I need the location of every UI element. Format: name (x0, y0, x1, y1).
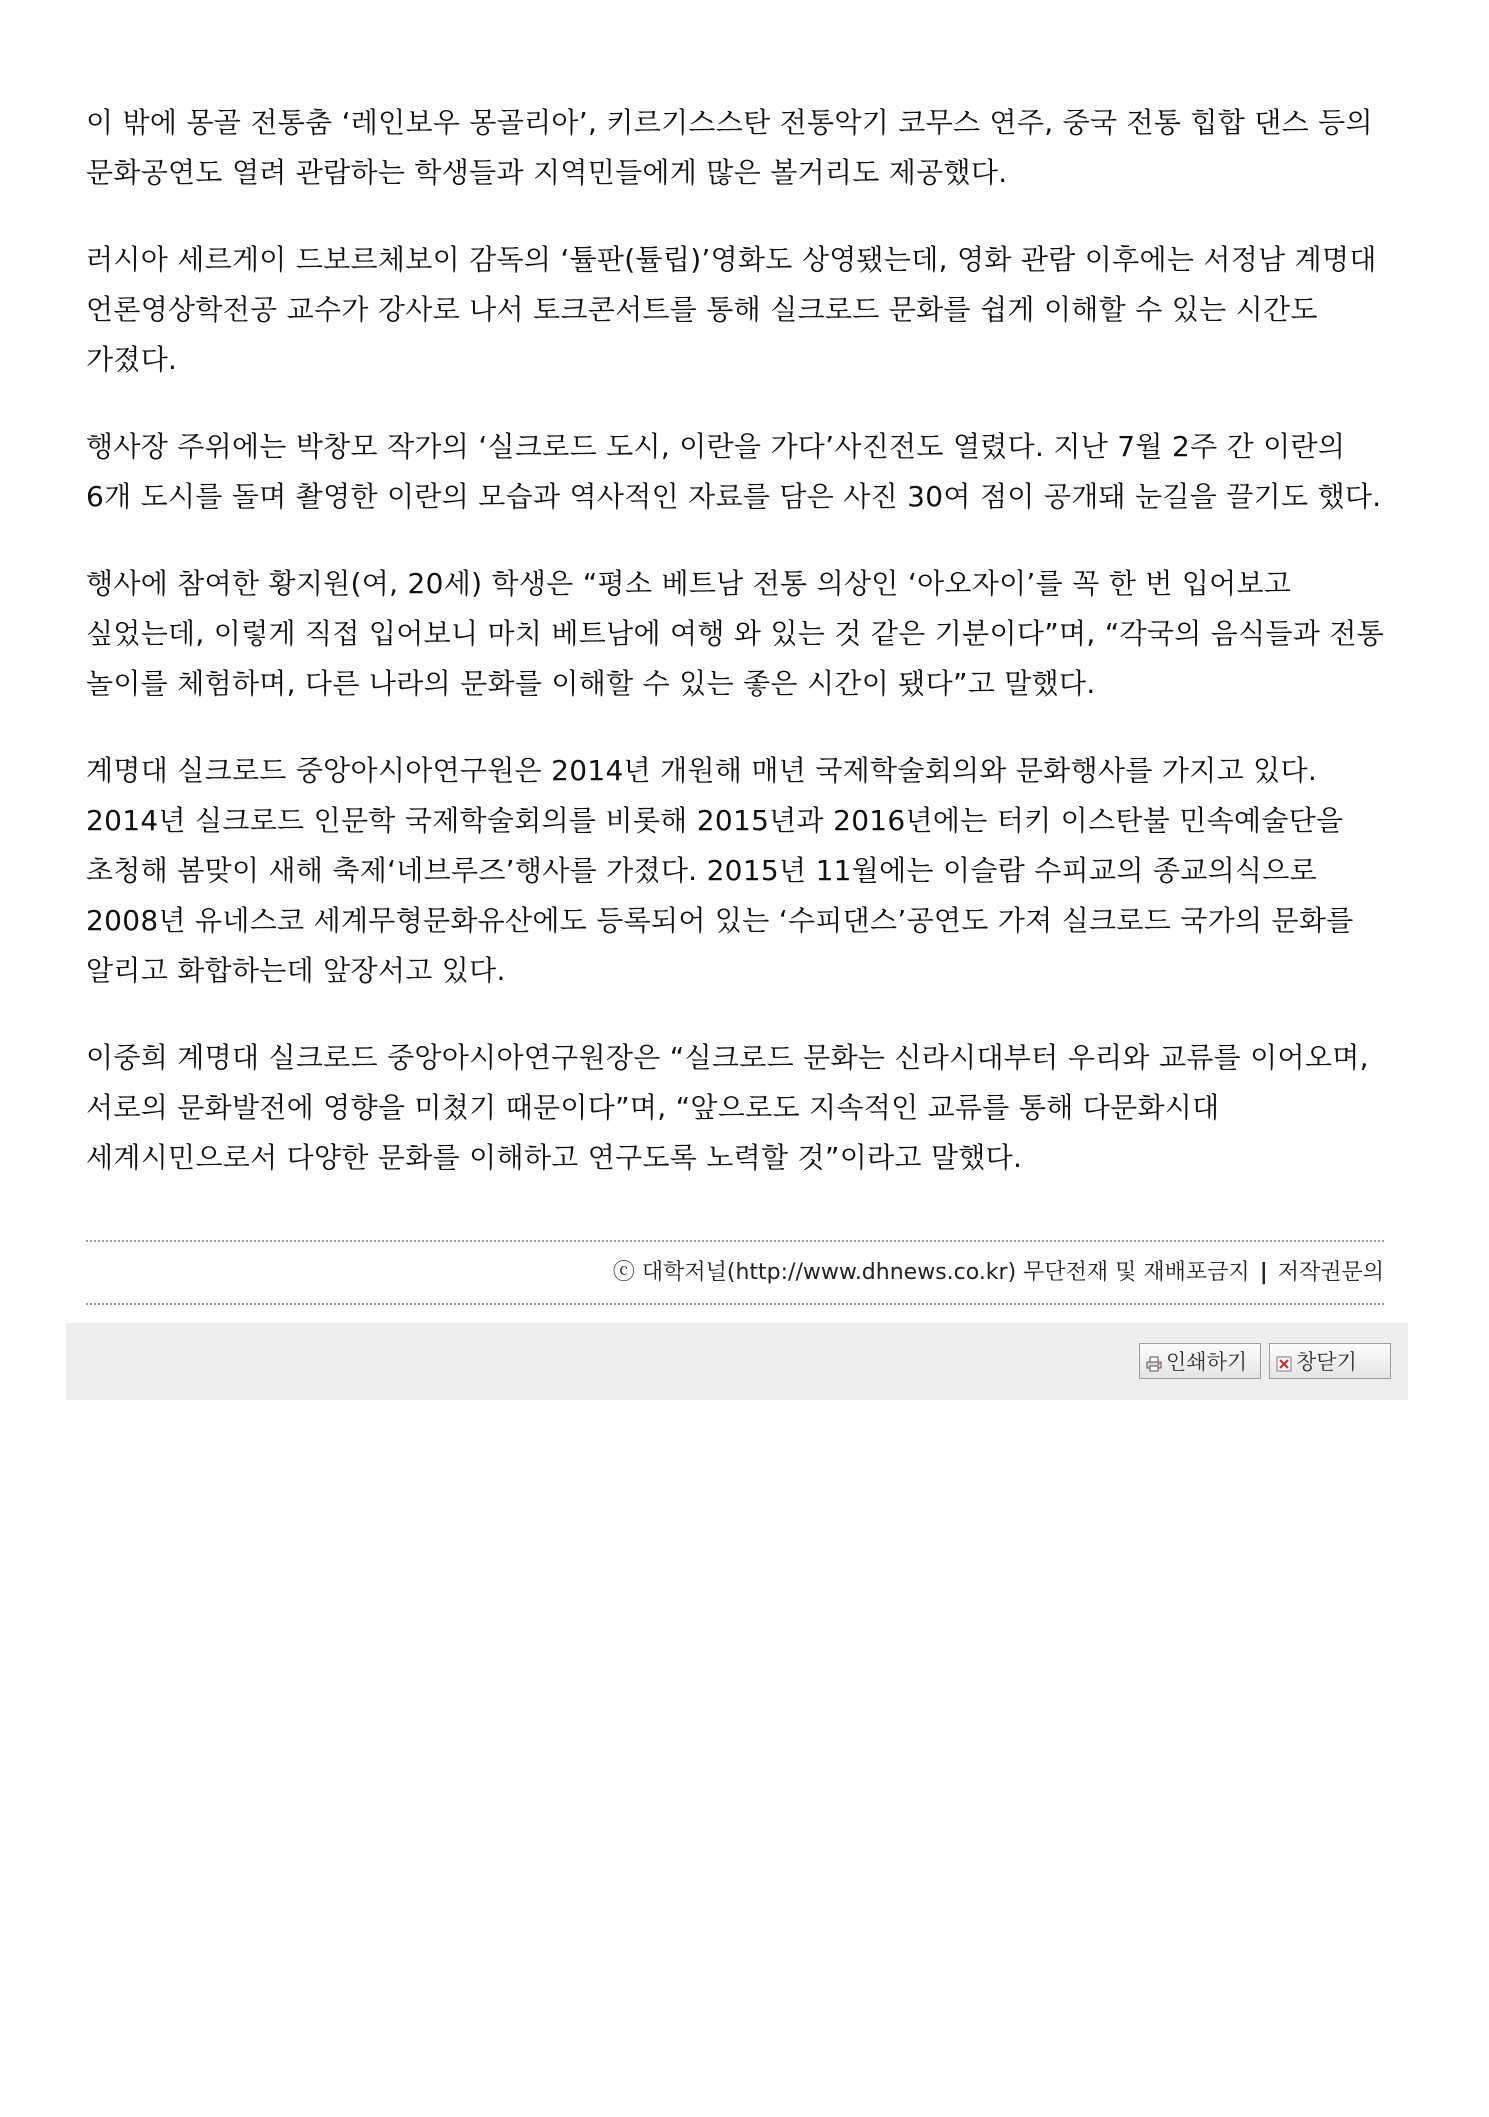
close-window-icon (1276, 1353, 1292, 1369)
copyright-inquiry-link[interactable]: 저작권문의 (1277, 1260, 1384, 1285)
copyright-line (613, 1258, 1384, 1288)
article-paragraph: 이중희 계명대 실크로드 중앙아시아연구원장은 “실크로드 문화는 신라시대부터 우리와 교류를 이어오며, 서로의 문화발전에 영향을 미쳤기 때문이다”며, “앞으로도 지속적인 교류를 통해 다문화시대 세계시민으로서 다양한 문화를 이해하고 연구도록 노력할 것”이라고 말했다. (86, 1041, 1369, 1174)
dotted-divider-bottom (86, 1303, 1384, 1305)
print-button-label: 인쇄하기 (1166, 1350, 1248, 1374)
article-paragraph: 행사장 주위에는 박창모 작가의 ‘실크로드 도시, 이란을 가다’사진전도 열렸다. 지난 7월 2주 간 이란의 6개 도시를 돌며 촬영한 이란의 모습과 역사적인 자료를 담은 사진 30여 점이 공개돼 눈길을 끌기도 했다. (86, 430, 1382, 513)
copyright-separator: | (1259, 1260, 1268, 1285)
article-paragraph: 러시아 세르게이 드보르체보이 감독의 ‘튤판(튤립)’영화도 상영됐는데, 영화 관람 이후에는 서정남 계명대 언론영상학전공 교수가 강사로 나서 토크콘서트를 통해 실크로드 문화를 쉽게 이해할 수 있는 시간도 가졌다. (86, 243, 1377, 376)
printer-icon (1146, 1353, 1162, 1369)
article-toolbar (66, 1323, 1408, 1400)
dotted-divider-top (86, 1240, 1384, 1242)
close-window-button[interactable] (1269, 1343, 1391, 1379)
close-window-button-label: 창닫기 (1296, 1350, 1357, 1374)
article-paragraph: 행사에 참여한 황지원(여, 20세) 학생은 “평소 베트남 전통 의상인 ‘아오자이’를 꼭 한 번 입어보고 싶었는데, 이렇게 직접 입어보니 마치 베트남에 여행 와 있는 것 같은 기분이다”며, “각국의 음식들과 전통 놀이를 체험하며, 다른 나라의 문화를 이해할 수 있는 좋은 시간이 됐다”고 말했다. (86, 567, 1385, 700)
copyright-notice: ⓒ 대학저널(http://www.dhnews.co.kr) 무단전재 및 재배포금지 (612, 1260, 1250, 1285)
article-paragraph: 계명대 실크로드 중앙아시아연구원은 2014년 개원해 매년 국제학술회의와 문화행사를 가지고 있다. 2014년 실크로드 인문학 국제학술회의를 비롯해 2015년과 2016년에는 터키 이스탄불 민속예술단을 초청해 봄맞이 새해 축제‘네브루즈’행사를 가졌다. 2015년 11월에는 이슬람 수피교의 종교의식으로 2008년 유네스코 세계무형문화유산에도 등록되어 있는 ‘수피댄스’공연도 가져 실크로드 국가의 문화를 알리고 화합하는데 앞장서고 있다. (86, 754, 1354, 987)
print-button[interactable] (1139, 1343, 1261, 1379)
article-paragraph: 이 밖에 몽골 전통춤 ‘레인보우 몽골리아’, 키르기스스탄 전통악기 코무스 연주, 중국 전통 힙합 댄스 등의 문화공연도 열려 관람하는 학생들과 지역민들에게 많은 볼거리도 제공했다. (86, 106, 1373, 189)
article-body (86, 98, 1386, 1220)
